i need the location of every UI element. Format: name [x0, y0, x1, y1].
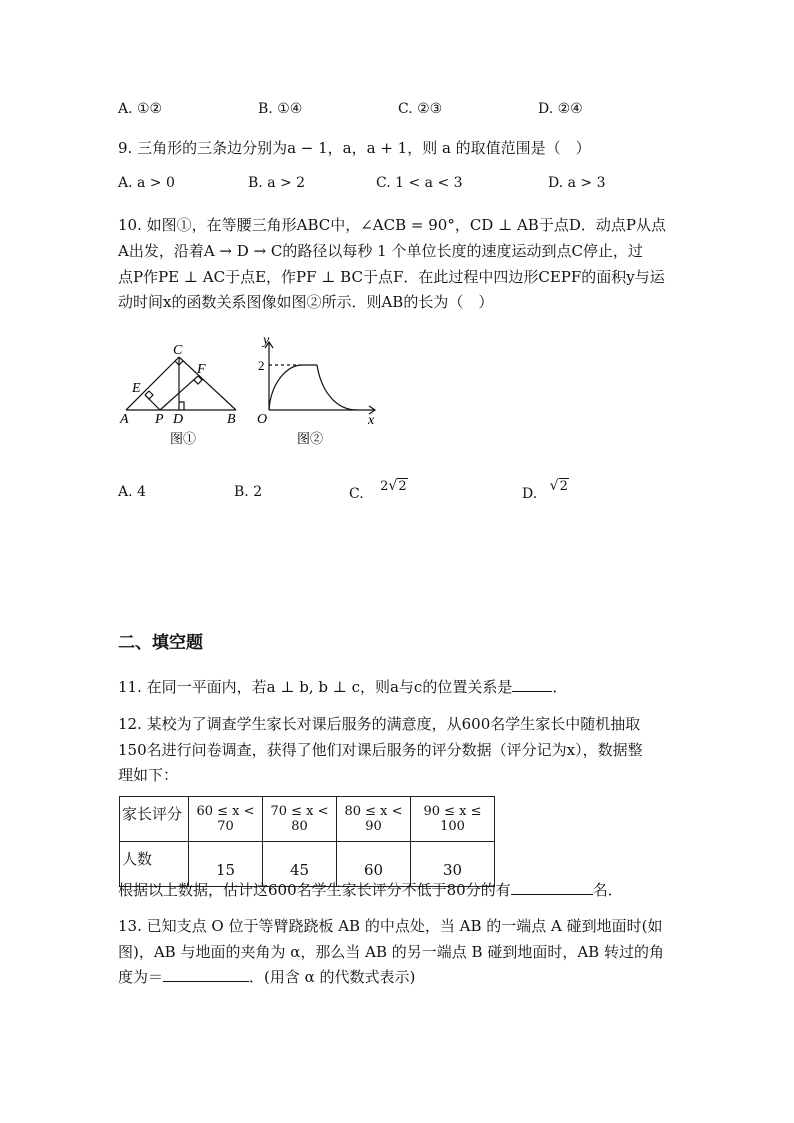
q10-option-c-coef: 2: [380, 479, 389, 494]
q10-line-2: A出发，沿着A → D → C的路径以每秒 1 个单位长度的速度运动到点C停止，过: [118, 242, 643, 260]
q9-option-a: A. a > 0: [118, 175, 175, 191]
q11-end: ．: [552, 678, 568, 696]
q10-option-c-radicand: 2: [398, 479, 407, 494]
score-table: [119, 796, 495, 887]
q13-line-2: 图)，AB 与地面的夹角为 α，那么当 AB 的另一端点 B 碰到地面时，AB 转过的角: [118, 943, 664, 961]
sqrt-icon: √: [388, 478, 398, 494]
fig1-caption: 图①: [170, 431, 197, 446]
table-range-2: 70 ≤ x < 80: [263, 797, 337, 842]
q9-stem: 9. 三角形的三条边分别为a − 1，a，a + 1，则 a 的取值范围是（ ）: [118, 139, 591, 157]
q10-line-1: 10. 如图①，在等腰三角形ABC中，∠ACB = 90°，CD ⊥ AB于点D．动点P从点: [118, 216, 666, 234]
q13-answer-blank[interactable]: [163, 967, 249, 982]
q13-line-3: [118, 966, 415, 987]
q10-option-d-radicand: 2: [559, 479, 568, 494]
q10-line-4: 动时间x的函数关系图像如图②所示．则AB的长为（ ）: [118, 293, 494, 311]
q13-line-1: 13. 已知支点 O 位于等臂跷跷板 AB 的中点处，当 AB 的一端点 A 碰到地面时(如: [118, 917, 663, 935]
q11-answer-blank[interactable]: [512, 677, 552, 692]
fig2-label-y: y: [263, 334, 270, 348]
table-range-4: 90 ≤ x ≤ 100: [411, 797, 495, 842]
table-range-1: 60 ≤ x < 70: [189, 797, 263, 842]
table-row: [120, 797, 495, 842]
q12-line-2: 150名进行问卷调查，获得了他们对课后服务的评分数据（评分记为x），数据整: [118, 741, 643, 759]
table-count-label: 人数: [120, 842, 189, 887]
table-count-4: 30: [411, 842, 495, 887]
q8-option-a: A. ①②: [118, 101, 163, 117]
q10-option-d: [522, 478, 569, 502]
fig1-label-b: B: [227, 412, 236, 427]
fig1-label-c: C: [173, 343, 183, 358]
figure-2-graph: [255, 334, 385, 450]
figure-1-triangle: [116, 340, 246, 450]
q11-text: 11. 在同一平面内，若a ⊥ b, b ⊥ c，则a与c的位置关系是: [118, 678, 513, 696]
q10-line-3: 点P作PE ⊥ AC于点E，作PF ⊥ BC于点F．在此过程中四边形CEPF的面积y与运: [118, 268, 665, 286]
q12-answer-blank[interactable]: [511, 880, 593, 895]
q13-line-3-start: 度为＝: [118, 968, 164, 986]
q12-line-3: 理如下：: [118, 766, 179, 784]
fig2-label-x: x: [368, 413, 375, 428]
sqrt-icon: √: [549, 478, 559, 494]
q11: [118, 676, 567, 697]
q10-option-c: [349, 478, 408, 502]
q10-option-a: A. 4: [118, 484, 146, 500]
table-header-label: 家长评分: [120, 797, 189, 842]
fig1-label-f: F: [197, 362, 206, 377]
table-range-3: 80 ≤ x < 90: [337, 797, 411, 842]
q8-option-b: B. ①④: [258, 101, 303, 117]
q8-option-c: C. ②③: [398, 101, 443, 117]
table-count-1: 15: [189, 842, 263, 887]
q9-option-d: D. a > 3: [548, 175, 606, 191]
fig1-label-e: E: [132, 381, 141, 396]
q10-option-b: B. 2: [234, 484, 263, 500]
fig1-label-p: P: [155, 412, 164, 427]
q12-after-text: 根据以上数据，估计这600名学生家长评分不低于80分的有: [118, 881, 511, 899]
q13-line-3-end: ．(用含 α 的代数式表示): [249, 968, 416, 986]
q9-option-c: C. 1 < a < 3: [376, 175, 463, 191]
q8-option-d: D. ②④: [538, 101, 583, 117]
fig1-label-d: D: [173, 412, 184, 427]
fig1-label-a: A: [120, 412, 129, 427]
q12-after: [118, 879, 623, 900]
q10-option-c-prefix: C.: [349, 486, 364, 502]
table-count-2: 45: [263, 842, 337, 887]
q12-after-end: 名．: [592, 881, 623, 899]
q12-line-1: 12. 某校为了调查学生家长对课后服务的满意度，从600名学生家长中随机抽取: [118, 715, 641, 733]
fig2-ytick: 2: [258, 358, 265, 373]
table-count-3: 60: [337, 842, 411, 887]
q10-option-d-prefix: D.: [522, 486, 538, 502]
fig2-caption: 图②: [297, 431, 324, 446]
fig2-label-o: O: [257, 412, 268, 427]
section-title: 二、填空题: [118, 633, 203, 653]
q9-option-b: B. a > 2: [248, 175, 306, 191]
